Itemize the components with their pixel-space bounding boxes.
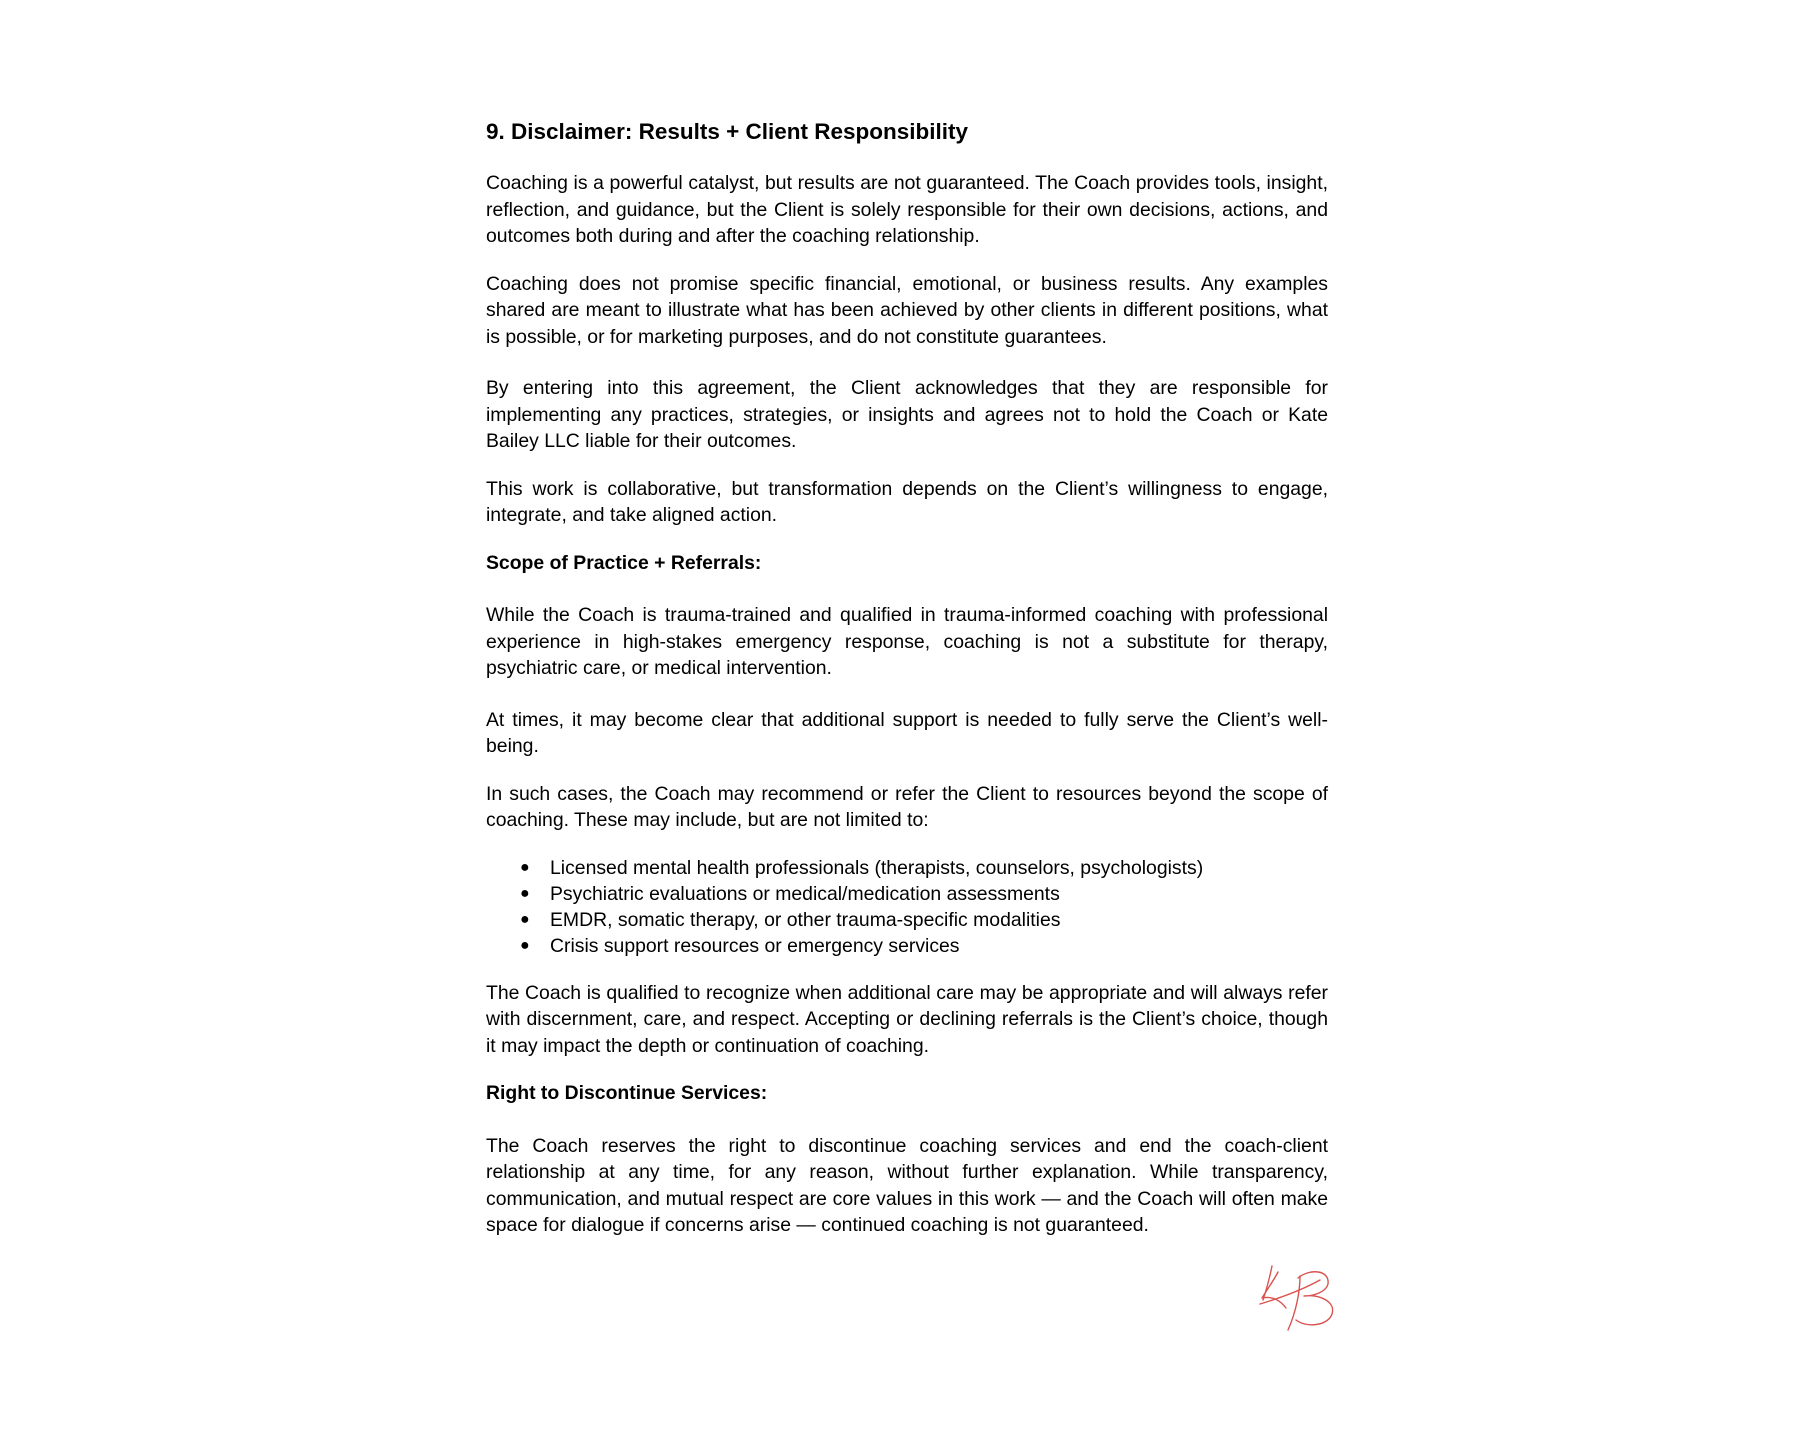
bullet-icon: ● xyxy=(520,858,530,876)
signature-initials-icon xyxy=(1258,1262,1338,1334)
bullet-icon: ● xyxy=(520,884,530,902)
results-paragraph-4: This work is collaborative, but transformation depends on the Client’s willingness to engage, integrate, and take aligned action. xyxy=(486,477,1328,526)
scope-paragraph-3: In such cases, the Coach may recommend or refer the Client to resources beyond the scope of coaching. These may include, but are not limited to: xyxy=(486,782,1328,831)
results-paragraph-2: Coaching does not promise specific financial, emotional, or business results. Any examples shared are meant to illustrate what has been achieved by other clients in different positions, what is possible, or for marketing purposes, and do not constitute guarantees. xyxy=(486,272,1328,348)
list-item-text: Psychiatric evaluations or medical/medication assessments xyxy=(550,882,1060,905)
list-item-text: EMDR, somatic therapy, or other trauma-specific modalities xyxy=(550,909,1061,932)
list-item xyxy=(520,933,1328,959)
list-item-text: Licensed mental health professionals (therapists, counselors, psychologists) xyxy=(550,856,1204,879)
discontinue-heading: Right to Discontinue Services: xyxy=(486,1082,768,1105)
results-paragraph-1: Coaching is a powerful catalyst, but results are not guaranteed. The Coach provides tools, insight, reflection, and guidance, but the Client is solely responsible for their own decisions, actions, and outcomes both during and after the coaching relationship. xyxy=(486,172,1328,247)
scope-heading: Scope of Practice + Referrals: xyxy=(486,551,762,574)
section-title: 9. Disclaimer: Results + Client Responsibility xyxy=(486,119,969,144)
scope-paragraph-2: At times, it may become clear that additional support is needed to fully serve the Client’s well-being. xyxy=(486,708,1328,757)
list-item-text: Crisis support resources or emergency services xyxy=(550,935,960,958)
scope-paragraph-1: While the Coach is trauma-trained and qualified in trauma-informed coaching with professional experience in high-stakes emergency response, coaching is not a substitute for therapy, psychiatric care, or medical intervention. xyxy=(486,604,1328,679)
discontinue-paragraph: The Coach reserves the right to discontinue coaching services and end the coach-client relationship at any time, for any reason, without further explanation. While transparency, communication, and mutual respect are core values in this work — and the Coach will often make space for dialogue if concerns arise — continued coaching is not guaranteed. xyxy=(486,1134,1328,1237)
bullet-icon: ● xyxy=(520,937,530,955)
document-page xyxy=(486,118,1328,1260)
referral-list xyxy=(486,855,1328,960)
results-paragraph-3: By entering into this agreement, the Client acknowledges that they are responsible for implementing any practices, strategies, or insights and agrees not to hold the Coach or Kate Bailey LLC liable for their outcomes. xyxy=(486,377,1328,452)
scope-closing-paragraph: The Coach is qualified to recognize when additional care may be appropriate and will always refer with discernment, care, and respect. Accepting or declining referrals is the Client’s choice, though it may impact the depth or continuation of coaching. xyxy=(486,981,1328,1057)
list-item xyxy=(520,881,1328,907)
list-item xyxy=(520,907,1328,933)
bullet-icon: ● xyxy=(520,911,530,929)
list-item xyxy=(520,855,1328,881)
